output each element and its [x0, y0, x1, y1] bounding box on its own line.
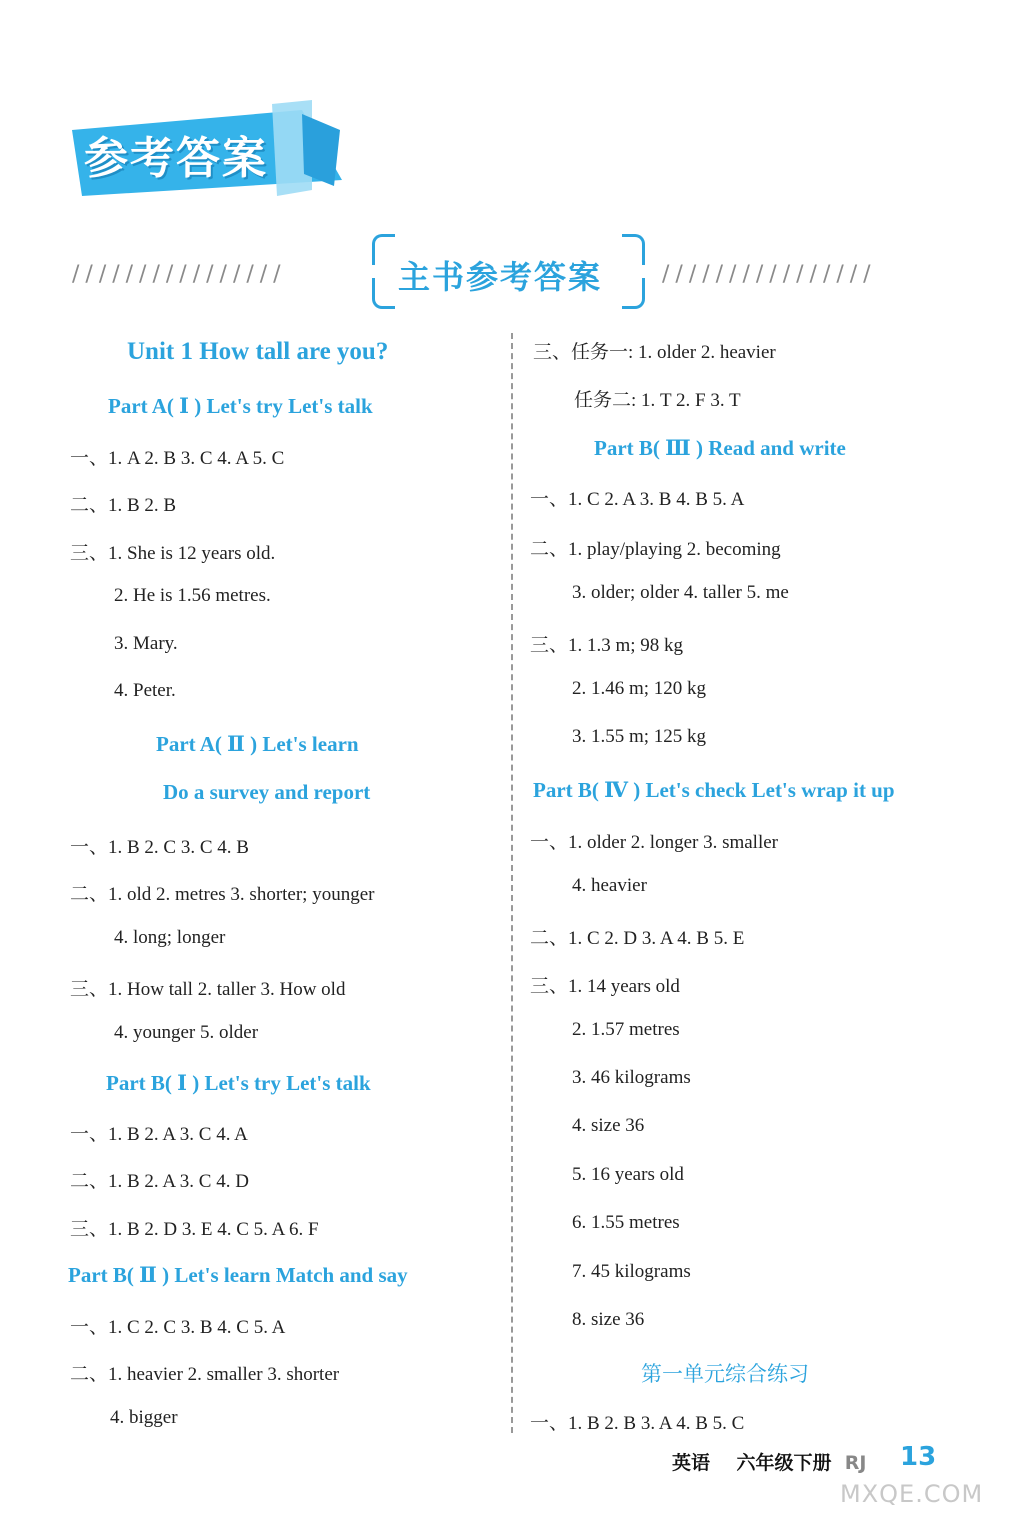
answer-line: 3. Mary. — [114, 633, 178, 654]
answer-line: 3. 1.55 m; 125 kg — [572, 726, 707, 747]
answer-line: 3. older; older 4. taller 5. me — [572, 582, 789, 603]
bracket-top-right — [622, 234, 645, 265]
answer-line: 三、1. 14 years old — [530, 976, 680, 997]
answer-line: 4. heavier — [572, 875, 647, 896]
right-slash-rule: //////////////// — [662, 262, 877, 287]
answer-line: 三、1. B 2. D 3. E 4. C 5. A 6. F — [70, 1219, 319, 1240]
answer-line: 三、任务一: 1. older 2. heavier — [533, 342, 776, 363]
answer-line: 7. 45 kilograms — [572, 1261, 691, 1282]
footer-edition: RJ — [844, 1452, 867, 1474]
column-divider — [511, 333, 513, 1433]
answer-line: 任务二: 1. T 2. F 3. T — [574, 390, 741, 411]
bracket-bottom-left — [372, 278, 395, 309]
section-heading: 第一单元综合练习 — [641, 1362, 809, 1386]
answer-line: 三、1. She is 12 years old. — [70, 543, 276, 564]
answer-line: 2. 1.57 metres — [572, 1019, 680, 1040]
part-heading: Part B( Ⅲ ) Read and write — [594, 436, 846, 460]
footer-grade: 六年级下册 — [736, 1452, 832, 1474]
bracket-bottom-right — [622, 278, 645, 309]
answer-line: 一、1. older 2. longer 3. smaller — [530, 832, 779, 853]
answer-line: 一、1. B 2. A 3. C 4. A — [70, 1124, 248, 1145]
section-title: 主书参考答案 — [398, 258, 603, 296]
answer-line: 6. 1.55 metres — [572, 1212, 680, 1233]
section-header — [0, 230, 1017, 320]
answer-line: 4. size 36 — [572, 1115, 645, 1136]
footer-subject: 英语 — [672, 1452, 711, 1474]
answers-banner — [72, 100, 342, 196]
answer-line: 3. 46 kilograms — [572, 1067, 691, 1088]
answer-line: 一、1. A 2. B 3. C 4. A 5. C — [70, 448, 285, 469]
unit-title: Unit 1 How tall are you? — [127, 338, 389, 365]
banner-title: 参考答案 — [84, 133, 268, 184]
answer-line: 4. bigger — [110, 1407, 178, 1428]
page-footer — [672, 1448, 866, 1475]
answer-line: 2. 1.46 m; 120 kg — [572, 678, 707, 699]
answer-line: 4. Peter. — [114, 680, 176, 701]
part-heading: Part B( Ⅰ ) Let's try Let's talk — [106, 1071, 371, 1095]
answer-line: 一、1. C 2. A 3. B 4. B 5. A — [530, 489, 745, 510]
answer-line: 三、1. How tall 2. taller 3. How old — [70, 979, 346, 1000]
answer-line: 二、1. old 2. metres 3. shorter; younger — [70, 884, 375, 905]
answer-line: 一、1. C 2. C 3. B 4. C 5. A — [70, 1317, 286, 1338]
answer-line: 二、1. B 2. B — [70, 495, 177, 516]
part-heading: Part B( Ⅱ ) Let's learn Match and say — [68, 1263, 408, 1287]
answer-line: 二、1. heavier 2. smaller 3. shorter — [70, 1364, 340, 1385]
page-number: 13 — [900, 1442, 937, 1472]
answer-line: 4. long; longer — [114, 927, 226, 948]
answer-line: 二、1. play/playing 2. becoming — [530, 539, 781, 560]
answer-line: 三、1. 1.3 m; 98 kg — [530, 635, 684, 656]
part-heading: Part A( Ⅱ ) Let's learn — [156, 732, 359, 756]
answer-line: 一、1. B 2. B 3. A 4. B 5. C — [530, 1413, 745, 1434]
answer-line: 二、1. B 2. A 3. C 4. D — [70, 1171, 249, 1192]
bracket-top-left — [372, 234, 395, 265]
left-slash-rule: //////////////// — [72, 262, 287, 287]
answer-line: 2. He is 1.56 metres. — [114, 585, 271, 606]
answer-line: 4. younger 5. older — [114, 1022, 259, 1043]
watermark: MXQE.COM — [840, 1480, 984, 1508]
part-heading: Do a survey and report — [163, 780, 371, 804]
answer-line: 一、1. B 2. C 3. C 4. B — [70, 837, 249, 858]
answer-line: 8. size 36 — [572, 1309, 645, 1330]
answer-line: 二、1. C 2. D 3. A 4. B 5. E — [530, 928, 745, 949]
part-heading: Part A( Ⅰ ) Let's try Let's talk — [108, 394, 373, 418]
part-heading: Part B( Ⅳ ) Let's check Let's wrap it up — [533, 778, 895, 802]
answer-line: 5. 16 years old — [572, 1164, 684, 1185]
